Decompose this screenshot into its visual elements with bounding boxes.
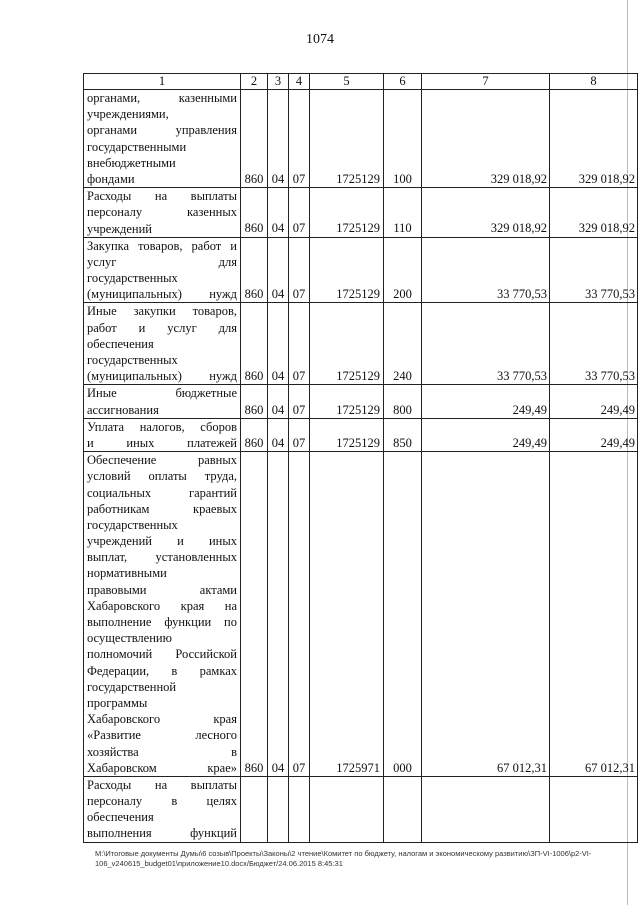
expense-name-line: учреждениями, [87,107,169,122]
expense-name-line: «Развитие лесного [87,728,237,743]
ministry-code-cell: 860 [241,90,268,188]
target-article-cell: 1725971 [310,452,384,777]
header-cell-amount: 7 [422,74,550,90]
table-row [84,385,638,418]
amount-cell: 329 018,92 [422,188,550,238]
expense-name-line: государственных [87,353,178,367]
amount-total-cell: 249,49 [550,385,638,418]
table-row [84,188,638,238]
section-code-cell: 04 [268,90,289,188]
expense-name-line: услуг для [87,254,237,269]
expense-name-line: осуществлению [87,631,172,646]
expense-name-cell [84,90,241,188]
table-row [84,90,638,188]
expense-name-line: органами, казенными [87,91,237,105]
expense-name-cell [84,776,241,842]
expense-name-line: социальных гарантий [87,485,237,500]
ministry-code-cell: 860 [241,237,268,303]
expense-name-line: Хабаровского края [87,712,237,727]
target-article-cell: 1725129 [310,385,384,418]
amount-total-cell: 33 770,53 [550,303,638,385]
ministry-code-cell: 860 [241,452,268,777]
amount-cell: 33 770,53 [422,303,550,385]
ministry-code-cell: 860 [241,418,268,451]
section-code-cell: 04 [268,237,289,303]
amount-cell: 329 018,92 [422,90,550,188]
expense-name-line: обеспечения [87,810,154,825]
expense-type-cell: 000 [384,452,422,777]
ministry-code-cell: 860 [241,303,268,385]
expense-name-line: Хабаровском крае» [87,760,237,775]
subsection-code-cell: 07 [289,418,310,451]
section-code-cell: 04 [268,303,289,385]
expense-name-line: хозяйства в [87,744,237,759]
subsection-code-cell: 07 [289,452,310,777]
expense-name-line: фондами [87,171,135,186]
expense-name-line: Закупка товаров, работ и [87,238,237,253]
expense-name-cell [84,237,241,303]
amount-cell [422,776,550,842]
section-code-cell [268,776,289,842]
header-cell-expense-type: 6 [384,74,422,90]
expense-name-line: правовыми актами [87,582,237,597]
header-row [84,74,638,90]
expense-name-line: работникам краевых [87,501,237,516]
budget-table [83,73,638,843]
document-path-footer [95,849,615,869]
subsection-code-cell: 07 [289,303,310,385]
expense-type-cell: 110 [384,188,422,238]
expense-type-cell [384,776,422,842]
expense-name-line: Иные бюджетные [87,386,237,401]
expense-name-line: ассигнования [87,402,159,417]
expense-type-cell: 100 [384,90,422,188]
amount-cell: 67 012,31 [422,452,550,777]
target-article-cell: 1725129 [310,418,384,451]
expense-name-cell [84,385,241,418]
footer-path-line-2: 106_v240615_budget01\приложение10.docx/Бюджет/24.06.2015 8:45:31 [95,859,343,868]
expense-name-line: Иные закупки товаров, [87,304,237,319]
subsection-code-cell: 07 [289,90,310,188]
section-code-cell: 04 [268,385,289,418]
expense-name-line: государственными [87,139,187,154]
expense-name-line: Обеспечение равных [87,453,237,468]
expense-name-line: персоналу в целях [87,794,237,809]
expense-type-cell: 850 [384,418,422,451]
header-cell-target-article: 5 [310,74,384,90]
target-article-cell: 1725129 [310,188,384,238]
header-cell-section: 3 [268,74,289,90]
ministry-code-cell [241,776,268,842]
expense-name-line: Хабаровского края на [87,598,237,613]
amount-cell: 249,49 [422,418,550,451]
expense-name-line: внебюджетными [87,155,176,170]
expense-name-line: учреждений [87,221,152,236]
ministry-code-cell: 860 [241,188,268,238]
expense-name-line: полномочий Российской [87,647,237,662]
subsection-code-cell: 07 [289,188,310,238]
expense-name-cell [84,188,241,238]
header-cell-name: 1 [84,74,241,90]
expense-name-line: выплат, установленных [87,550,237,565]
expense-name-line: программы [87,695,148,710]
expense-name-line: условий оплаты труда, [87,469,237,484]
subsection-code-cell: 07 [289,237,310,303]
target-article-cell: 1725129 [310,237,384,303]
expense-type-cell: 240 [384,303,422,385]
section-code-cell: 04 [268,188,289,238]
table-row [84,418,638,451]
expense-name-line: государственной [87,679,177,694]
amount-total-cell: 329 018,92 [550,188,638,238]
section-code-cell: 04 [268,418,289,451]
expense-name-line: работ и услуг для [87,320,237,335]
expense-name-line: Расходы на выплаты [87,189,237,204]
section-code-cell: 04 [268,452,289,777]
expense-name-line: учреждений и иных [87,534,237,549]
amount-total-cell: 329 018,92 [550,90,638,188]
target-article-cell: 1725129 [310,303,384,385]
expense-name-cell [84,303,241,385]
expense-name-line: обеспечения [87,336,154,351]
expense-name-line: Федерации, в рамках [87,663,237,678]
expense-name-line: органами управления [87,123,237,138]
expense-name-cell [84,418,241,451]
subsection-code-cell: 07 [289,385,310,418]
subsection-code-cell [289,776,310,842]
expense-name-line: Расходы на выплаты [87,777,237,792]
target-article-cell: 1725129 [310,90,384,188]
ministry-code-cell: 860 [241,385,268,418]
amount-total-cell [550,776,638,842]
expense-name-line: (муниципальных) нужд [87,369,237,384]
amount-cell: 33 770,53 [422,237,550,303]
expense-name-line: Уплата налогов, сборов [87,419,237,434]
expense-type-cell: 800 [384,385,422,418]
expense-name-line: и иных платежей [87,435,237,450]
expense-name-line: персоналу казенных [87,205,237,220]
page-number: 1074 [306,32,334,47]
table-row [84,303,638,385]
amount-total-cell: 249,49 [550,418,638,451]
table-row [84,237,638,303]
header-cell-amount-total: 8 [550,74,638,90]
footer-path-line-1: M:\Итоговые документы Думы\6 созыв\Проекты\Законы\2 чтение\Комитет по бюджету, налогам и экономическому развитию\ЗП-VI-1006\p2-VI- [95,849,592,858]
table-row [84,452,638,777]
header-cell-ministry: 2 [241,74,268,90]
table-row [84,776,638,842]
expense-name-cell [84,452,241,777]
target-article-cell [310,776,384,842]
amount-cell: 249,49 [422,385,550,418]
amount-total-cell: 67 012,31 [550,452,638,777]
expense-type-cell: 200 [384,237,422,303]
expense-name-line: государственных [87,517,178,532]
expense-name-line: государственных [87,271,178,286]
expense-name-line: выполнения функций [87,826,237,841]
expense-name-line: выполнение функции по [87,615,237,629]
expense-name-line: нормативными [87,566,167,581]
header-cell-subsection: 4 [289,74,310,90]
expense-name-line: (муниципальных) нужд [87,287,237,302]
amount-total-cell: 33 770,53 [550,237,638,303]
